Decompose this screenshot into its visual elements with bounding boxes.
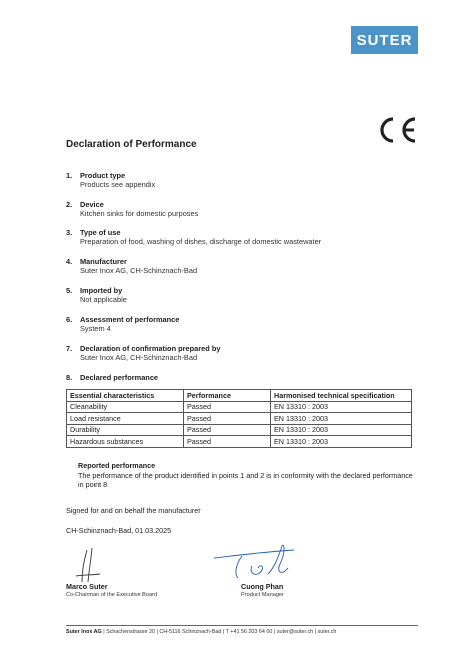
table-header-row <box>67 390 412 402</box>
table-row <box>67 424 412 436</box>
item-value: Kitchen sinks for domestic purposes <box>80 209 199 218</box>
item-heading: Declaration of confirmation prepared by <box>80 344 221 353</box>
signature-cuong-phan <box>212 538 298 582</box>
table-cell: EN 13310 : 2003 <box>271 436 412 448</box>
place-date: CH-Schinznach-Bad, 01.03.2025 <box>66 526 172 535</box>
table-cell: Cleanability <box>67 401 184 413</box>
performance-table <box>66 389 412 448</box>
signer-name: Marco Suter <box>66 582 108 591</box>
item-number: 4. <box>66 257 73 266</box>
item-number: 7. <box>66 344 73 353</box>
reported-text: The performance of the product identified in points 1 and 2 is in conformity with the declared performance in point 8 <box>78 470 413 490</box>
table-cell: Passed <box>184 424 271 436</box>
item-number: 8. <box>66 373 73 382</box>
item-heading: Assessment of performance <box>80 315 180 324</box>
column-header: Essential characteristics <box>67 390 184 402</box>
footer-details: | Schachenstrasse 20 | CH-5116 Schinznach-Bad | T +41 56 203 64 00 | suter@suter.ch | suter.ch <box>101 629 337 635</box>
item-number: 6. <box>66 315 73 324</box>
item-value: Products see appendix <box>80 180 156 189</box>
footer-company: Suter Inox AG <box>66 629 102 635</box>
item-heading: Type of use <box>80 228 121 237</box>
footer-divider <box>66 625 418 626</box>
signer-role: Product Manager <box>241 592 284 598</box>
column-header: Performance <box>184 390 271 402</box>
item-value: Not applicable <box>80 295 127 304</box>
table-cell: EN 13310 : 2003 <box>271 413 412 425</box>
footer <box>66 629 336 635</box>
table-row <box>67 436 412 448</box>
item-number: 5. <box>66 286 73 295</box>
item-heading: Product type <box>80 171 126 180</box>
suter-logo <box>351 26 418 54</box>
item-heading: Device <box>80 200 104 209</box>
table-cell: Durability <box>67 424 184 436</box>
item-value: System 4 <box>80 324 111 333</box>
signer-name: Cuong Phan <box>241 582 284 591</box>
table-cell: Passed <box>184 401 271 413</box>
item-heading: Manufacturer <box>80 257 127 266</box>
reported-heading: Reported performance <box>78 461 156 470</box>
item-number: 3. <box>66 228 73 237</box>
table-cell: Hazardous substances <box>67 436 184 448</box>
table-cell: Passed <box>184 413 271 425</box>
logo-text: SUTER <box>356 31 413 49</box>
table-cell: EN 13310 : 2003 <box>271 424 412 436</box>
item-number: 2. <box>66 200 73 209</box>
reported-performance <box>78 461 418 490</box>
table-cell: EN 13310 : 2003 <box>271 401 412 413</box>
table-cell: Passed <box>184 436 271 448</box>
table-row <box>67 413 412 425</box>
page-title: Declaration of Performance <box>66 139 197 150</box>
column-header: Harmonised technical specification <box>271 390 412 402</box>
signer-marco-suter <box>66 582 157 600</box>
signed-for-text: Signed for and on behalf the manufacturer <box>66 506 201 515</box>
item-number: 1. <box>66 171 73 180</box>
item-heading: Imported by <box>80 286 123 295</box>
signature-marco-suter <box>68 546 108 584</box>
signer-role: Co-Chairman of the Executive Board <box>66 592 158 598</box>
ce-mark-icon <box>375 116 417 144</box>
signer-cuong-phan <box>241 582 284 600</box>
table-row <box>67 401 412 413</box>
item-value: Suter Inox AG, CH-Schinznach-Bad <box>80 353 198 362</box>
item-heading: Declared performance <box>80 373 159 382</box>
item-value: Preparation of food, washing of dishes, discharge of domestic wastewater <box>80 237 322 246</box>
item-value: Suter Inox AG, CH-Schinznach-Bad <box>80 266 198 275</box>
table-cell: Load resistance <box>67 413 184 425</box>
